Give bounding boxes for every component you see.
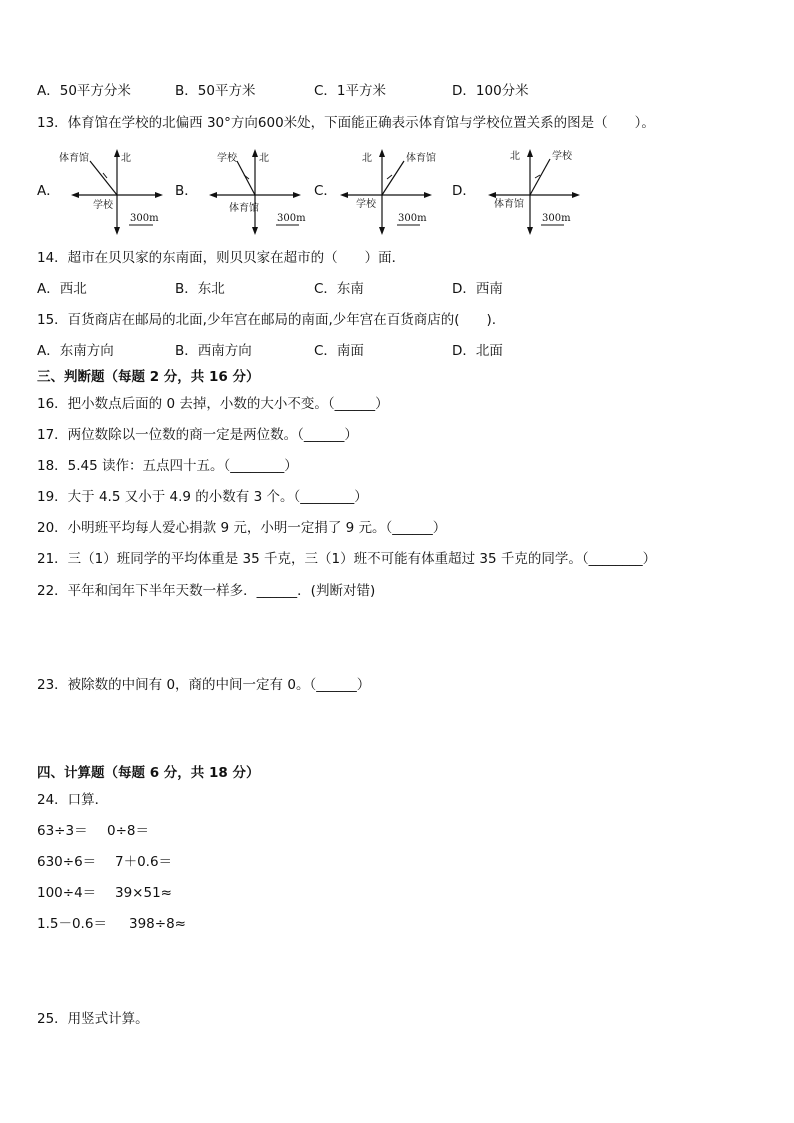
mental-math-row	[37, 853, 337, 871]
q13-option-d	[452, 145, 592, 237]
q13-option-a-letter: A．	[37, 183, 60, 199]
q13-stem: 13．体育馆在学校的北偏西 30°方向600米处，下面能正确表示体育馆与学校位置关系的图是（ ）。	[37, 115, 655, 131]
judgment-item: 18．5.45 读作：五点四十五。（________）	[37, 458, 298, 474]
q14-stem: 14．超市在贝贝家的东南面，则贝贝家在超市的（ ）面．	[37, 250, 406, 266]
ray-label: 学校	[552, 151, 572, 162]
judgment-item: 16．把小数点后面的 0 去掉，小数的大小不变。（______）	[37, 396, 389, 412]
north-label: 北	[362, 153, 372, 164]
mental-math-item: 1.5－0.6＝	[37, 916, 107, 932]
section-3-title: 三、判断题（每题 2 分，共 16 分）	[37, 369, 260, 385]
q13-compass-options	[37, 145, 597, 237]
q13-option-a	[37, 145, 177, 237]
q15-option-a: A．东南方向	[37, 343, 114, 359]
mental-math-item: 100÷4＝	[37, 885, 97, 901]
q15-option-c: C．南面	[314, 343, 364, 359]
q13-option-c	[314, 145, 454, 237]
mental-math-row	[37, 822, 337, 840]
mental-math-item: 398÷8≈	[129, 916, 186, 932]
q13-option-d-letter: D．	[452, 183, 476, 199]
ray-label: 体育馆	[406, 153, 436, 164]
q12-option-d: D．100分米	[452, 83, 529, 99]
q15-option-b: B．西南方向	[175, 343, 252, 359]
q14-option-d: D．西南	[452, 281, 503, 297]
q14-option-b: B．东北	[175, 281, 225, 297]
north-label: 北	[121, 153, 131, 164]
q15-options	[37, 342, 757, 360]
mental-math-row	[37, 915, 337, 933]
judgment-item: 20．小明班平均每人爱心捐款 9 元，小明一定捐了 9 元。（______）	[37, 520, 447, 536]
compass-diagram-b	[195, 145, 315, 237]
ray-label: 体育馆	[59, 153, 89, 164]
q14-option-a: A．西北	[37, 281, 87, 297]
judgment-item: 21．三（1）班同学的平均体重是 35 千克，三（1）班不可能有体重超过 35 千克的同学。（________）	[37, 551, 657, 567]
mental-math-item: 0÷8＝	[107, 823, 149, 839]
q14-options	[37, 280, 757, 298]
q14-option-c: C．东南	[314, 281, 364, 297]
mental-math-row	[37, 884, 337, 902]
judgment-item: 22．平年和闰年下半年天数一样多．______．(判断对错)	[37, 583, 376, 599]
compass-diagram-d	[472, 145, 592, 237]
q13-option-b-letter: B．	[175, 183, 198, 199]
q25-stem: 25．用竖式计算。	[37, 1011, 149, 1027]
center-label: 学校	[356, 199, 376, 210]
q13-option-b	[175, 145, 315, 237]
judgment-item: 19．大于 4.5 又小于 4.9 的小数有 3 个。（________）	[37, 489, 368, 505]
center-label: 体育馆	[229, 203, 259, 214]
q15-stem: 15．百货商店在邮局的北面,少年宫在邮局的南面,少年宫在百货商店的( ).	[37, 312, 497, 328]
mental-math-item: 63÷3＝	[37, 823, 88, 839]
q13-option-c-letter: C．	[314, 183, 337, 199]
compass-diagram-a	[57, 145, 177, 237]
north-label: 北	[259, 153, 269, 164]
scale-label: 300m	[398, 213, 427, 224]
scale-label: 300m	[542, 213, 571, 224]
mental-math-item: 39×51≈	[115, 885, 172, 901]
judgment-item: 17．两位数除以一位数的商一定是两位数。（______）	[37, 427, 358, 443]
q15-option-d: D．北面	[452, 343, 503, 359]
q24-stem: 24．口算．	[37, 792, 109, 808]
q12-option-a: A．50平方分米	[37, 83, 131, 99]
center-label: 体育馆	[494, 199, 524, 210]
q12-option-b: B．50平方米	[175, 83, 256, 99]
mental-math-item: 630÷6＝	[37, 854, 97, 870]
scale-label: 300m	[130, 213, 159, 224]
q12-option-c: C．1平方米	[314, 83, 387, 99]
north-label: 北	[510, 151, 520, 162]
q12-options	[37, 82, 757, 100]
judgment-item: 23．被除数的中间有 0，商的中间一定有 0。（______）	[37, 677, 371, 693]
mental-math-item: 7＋0.6＝	[115, 854, 173, 870]
scale-label: 300m	[277, 213, 306, 224]
ray-label: 学校	[217, 153, 237, 164]
compass-diagram-c	[334, 145, 454, 237]
center-label: 学校	[93, 200, 113, 211]
section-4-title: 四、计算题（每题 6 分，共 18 分）	[37, 765, 260, 781]
